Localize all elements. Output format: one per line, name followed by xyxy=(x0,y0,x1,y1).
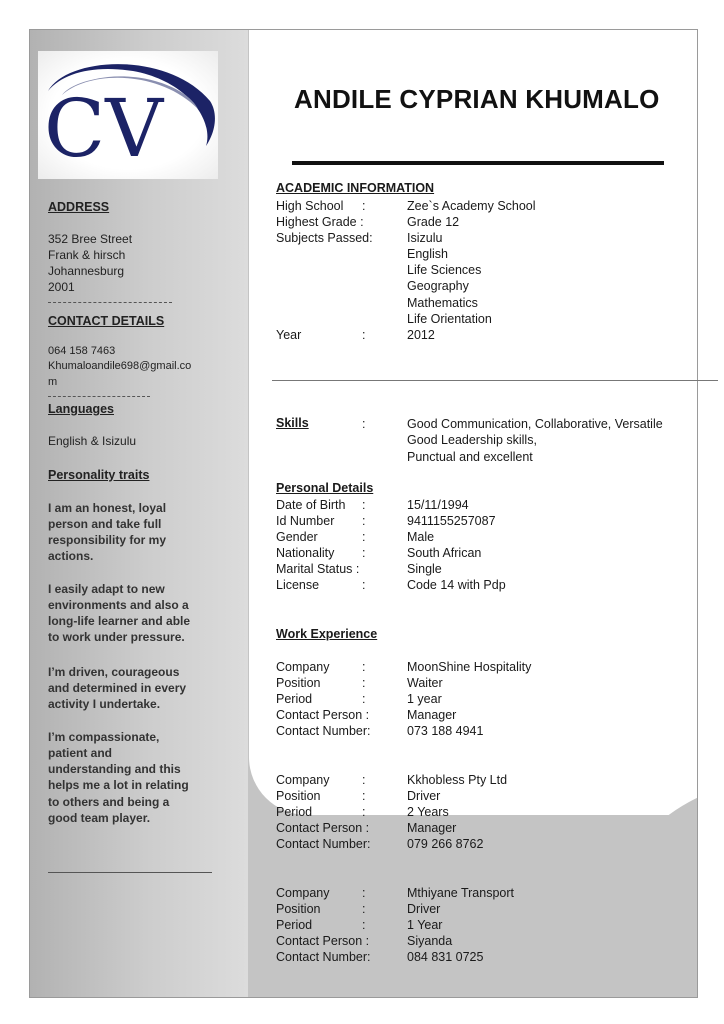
job-label: Contact Number: xyxy=(276,724,371,738)
personal-value: 15/11/1994 xyxy=(407,498,469,512)
contact-heading: CONTACT DETAILS xyxy=(48,314,165,328)
job-period: 1 year xyxy=(407,692,442,706)
year-value: 2012 xyxy=(407,328,435,342)
job-label: Contact Person : xyxy=(276,934,370,948)
job-contact-person: Siyanda xyxy=(407,934,453,948)
trait-line: to work under pressure. xyxy=(48,630,185,644)
job-sep: : xyxy=(362,660,366,674)
skill-line: Good Communication, Collaborative, Versatile xyxy=(407,417,663,431)
cv-logo-text: CV xyxy=(44,82,163,175)
job-sep: : xyxy=(362,676,366,690)
subject-item: Life Sciences xyxy=(407,263,482,277)
personal-value: 9411155257087 xyxy=(407,514,496,528)
trait-line: long-life learner and able xyxy=(48,614,191,628)
divider xyxy=(48,302,172,303)
personal-value: Male xyxy=(407,530,435,544)
address-line: 352 Bree Street xyxy=(48,232,133,246)
trait-line: helps me a lot in relating xyxy=(48,778,189,792)
job-position: Driver xyxy=(407,789,441,803)
academic-value: Grade 12 xyxy=(407,215,460,229)
job-label: Contact Person : xyxy=(276,821,370,835)
subject-item: Life Orientation xyxy=(407,312,492,326)
trait-line: actions. xyxy=(48,549,94,563)
subject-item: Geography xyxy=(407,279,469,293)
job-sep: : xyxy=(362,902,366,916)
skill-line: Good Leadership skills, xyxy=(407,433,537,447)
personal-label: Marital Status : xyxy=(276,562,360,576)
personal-value: Single xyxy=(407,562,442,576)
trait-line: I easily adapt to new xyxy=(48,582,165,596)
section-divider xyxy=(272,380,718,381)
academic-heading: ACADEMIC INFORMATION xyxy=(276,181,435,195)
address-heading: ADDRESS xyxy=(48,200,110,214)
job-contact-number: 079 266 8762 xyxy=(407,837,484,851)
trait-line: and determined in every xyxy=(48,681,187,695)
phone-number: 064 158 7463 xyxy=(48,345,116,357)
traits-heading: Personality traits xyxy=(48,468,150,482)
skills-heading: Skills xyxy=(276,416,309,430)
personal-sep: : xyxy=(362,546,366,560)
trait-line: patient and xyxy=(48,746,113,760)
trait-line: understanding and this xyxy=(48,762,181,776)
address-line: Johannesburg xyxy=(48,264,125,278)
job-label: Company xyxy=(276,660,330,674)
email-line: Khumaloandile698@gmail.co xyxy=(48,360,192,372)
job-contact-person: Manager xyxy=(407,821,457,835)
languages-text: English & Isizulu xyxy=(48,434,137,448)
address-line: Frank & hirsch xyxy=(48,248,126,262)
trait-line: good team player. xyxy=(48,811,151,825)
trait-line: I’m compassionate, xyxy=(48,730,160,744)
job-sep: : xyxy=(362,789,366,803)
personal-value: Code 14 with Pdp xyxy=(407,578,506,592)
job-label: Position xyxy=(276,902,321,916)
academic-sep: : xyxy=(362,199,366,213)
job-contact-person: Manager xyxy=(407,708,457,722)
trait-line: I’m driven, courageous xyxy=(48,665,180,679)
personal-heading: Personal Details xyxy=(276,481,374,495)
personal-label: Nationality xyxy=(276,546,335,560)
academic-label: Highest Grade : xyxy=(276,215,364,229)
job-label: Contact Number: xyxy=(276,837,371,851)
job-label: Period xyxy=(276,918,313,932)
personal-sep: : xyxy=(362,498,366,512)
trait-line: environments and also a xyxy=(48,598,189,612)
trait-line: I am an honest, loyal xyxy=(48,501,167,515)
job-label: Position xyxy=(276,676,321,690)
job-sep: : xyxy=(362,773,366,787)
year-label: Year xyxy=(276,328,302,342)
email-line: m xyxy=(48,376,58,388)
personal-label: Date of Birth xyxy=(276,498,346,512)
cv-logo xyxy=(38,51,218,179)
personal-label: Gender xyxy=(276,530,318,544)
job-label: Contact Number: xyxy=(276,950,371,964)
candidate-name: ANDILE CYPRIAN KHUMALO xyxy=(294,84,660,114)
divider xyxy=(48,872,212,873)
job-period: 1 Year xyxy=(407,918,443,932)
personal-sep: : xyxy=(362,530,366,544)
job-company: MoonShine Hospitality xyxy=(407,660,532,674)
personal-label: Id Number xyxy=(276,514,335,528)
trait-line: to others and being a xyxy=(48,795,170,809)
name-underline xyxy=(292,161,664,165)
academic-label: Subjects Passed: xyxy=(276,231,373,245)
address-line: 2001 xyxy=(48,280,75,294)
job-company: Kkhobless Pty Ltd xyxy=(407,773,508,787)
academic-value: Zee`s Academy School xyxy=(407,199,536,213)
personal-label: License xyxy=(276,578,320,592)
job-label: Contact Person : xyxy=(276,708,370,722)
trait-line: activity I undertake. xyxy=(48,697,161,711)
trait-line: responsibility for my xyxy=(48,533,167,547)
job-label: Period xyxy=(276,805,313,819)
personal-sep: : xyxy=(362,514,366,528)
job-label: Company xyxy=(276,886,330,900)
subject-item: Mathematics xyxy=(407,296,478,310)
job-label: Company xyxy=(276,773,330,787)
subject-item: English xyxy=(407,247,448,261)
personal-value: South African xyxy=(407,546,482,560)
job-period: 2 Years xyxy=(407,805,449,819)
trait-line: person and take full xyxy=(48,517,162,531)
skill-line: Punctual and excellent xyxy=(407,450,533,464)
job-sep: : xyxy=(362,805,366,819)
job-label: Period xyxy=(276,692,313,706)
job-sep: : xyxy=(362,692,366,706)
academic-label: High School xyxy=(276,199,344,213)
academic-value: Isizulu xyxy=(407,231,443,245)
job-position: Waiter xyxy=(407,676,443,690)
job-label: Position xyxy=(276,789,321,803)
divider xyxy=(48,396,150,397)
job-company: Mthiyane Transport xyxy=(407,886,514,900)
year-sep: : xyxy=(362,328,366,342)
cv-logo-icon xyxy=(38,51,218,179)
job-position: Driver xyxy=(407,902,441,916)
skills-sep: : xyxy=(362,417,366,431)
job-sep: : xyxy=(362,886,366,900)
job-sep: : xyxy=(362,918,366,932)
personal-sep: : xyxy=(362,578,366,592)
job-contact-number: 084 831 0725 xyxy=(407,950,484,964)
job-contact-number: 073 188 4941 xyxy=(407,724,484,738)
work-heading: Work Experience xyxy=(276,627,378,641)
languages-heading: Languages xyxy=(48,402,114,416)
